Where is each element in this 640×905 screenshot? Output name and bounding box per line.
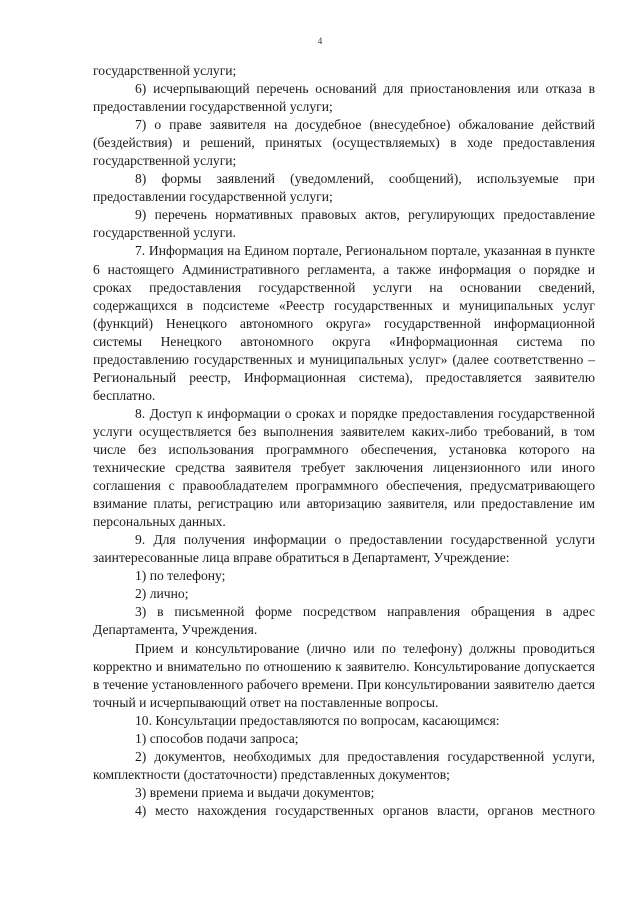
paragraph: 8) формы заявлений (уведомлений, сообщений), используемые при предоставлении государственной услуги; <box>93 171 595 205</box>
paragraph: 8. Доступ к информации о сроках и порядке предоставления государственной услуги осуществляется без выполнения заявителем каких-либо требований, в том числе без использования программного обеспечения, установка которого на технические средства заявителя требует заключения лицензионного или иного соглашения с правообладателем программного обеспечения, предусматривающего взимание платы, регистрацию или авторизацию заявителя, или предоставление им персональных данных. <box>93 405 595 530</box>
paragraph: 6) исчерпывающий перечень оснований для приостановления или отказа в предоставлении государственной услуги; <box>93 81 595 115</box>
paragraph: 3) времени приема и выдачи документов; <box>135 784 375 800</box>
paragraph: 7) о праве заявителя на досудебное (внесудебное) обжалование действий (бездействия) и решений, принятых (осуществляемых) в ходе предоставления государственной услуги; <box>93 117 595 169</box>
paragraph: 9. Для получения информации о предоставлении государственной услуги заинтересованные лица вправе обратиться в Департамент, Учреждение: <box>93 532 595 566</box>
paragraph: 10. Консультации предоставляются по вопросам, касающимся: <box>135 712 500 728</box>
document-body <box>93 62 595 820</box>
paragraph: государственной услуги; <box>93 63 237 78</box>
paragraph: 4) место нахождения государственных органов власти, органов местного <box>135 802 595 818</box>
page-number: 4 <box>317 36 323 46</box>
paragraph: 2) документов, необходимых для предоставления государственной услуги, комплектности (достаточности) представленных документов; <box>93 748 595 782</box>
paragraph: 7. Информация на Едином портале, Региональном портале, указанная в пункте 6 настоящего Административного регламента, а также информация о порядке и сроках предоставления государственной услуги на основании сведений, содержащихся в подсистеме «Реестр государственных и муниципальных услуг (функций) Ненецкого автономного округа» государственной информационной системы Ненецкого автономного округа «Информационная система по предоставлению государственных и муниципальных услуг» (далее соответственно – Региональный реестр, Информационная система), предоставляется заявителю бесплатно. <box>93 243 595 403</box>
paragraph: 1) способов подачи запроса; <box>135 730 299 746</box>
paragraph: 1) по телефону; <box>135 568 226 584</box>
paragraph: Прием и консультирование (лично или по телефону) должны проводиться корректно и внимательно по отношению к заявителю. Консультирование допускается в течение установленного рабочего времени. При консультировании заявителю дается точный и исчерпывающий ответ на поставленные вопросы. <box>93 640 595 710</box>
paragraph: 2) лично; <box>135 586 189 602</box>
paragraph: 9) перечень нормативных правовых актов, регулирующих предоставление государственной услуги. <box>93 207 595 241</box>
paragraph: 3) в письменной форме посредством направления обращения в адрес Департамента, Учреждения. <box>93 604 595 638</box>
